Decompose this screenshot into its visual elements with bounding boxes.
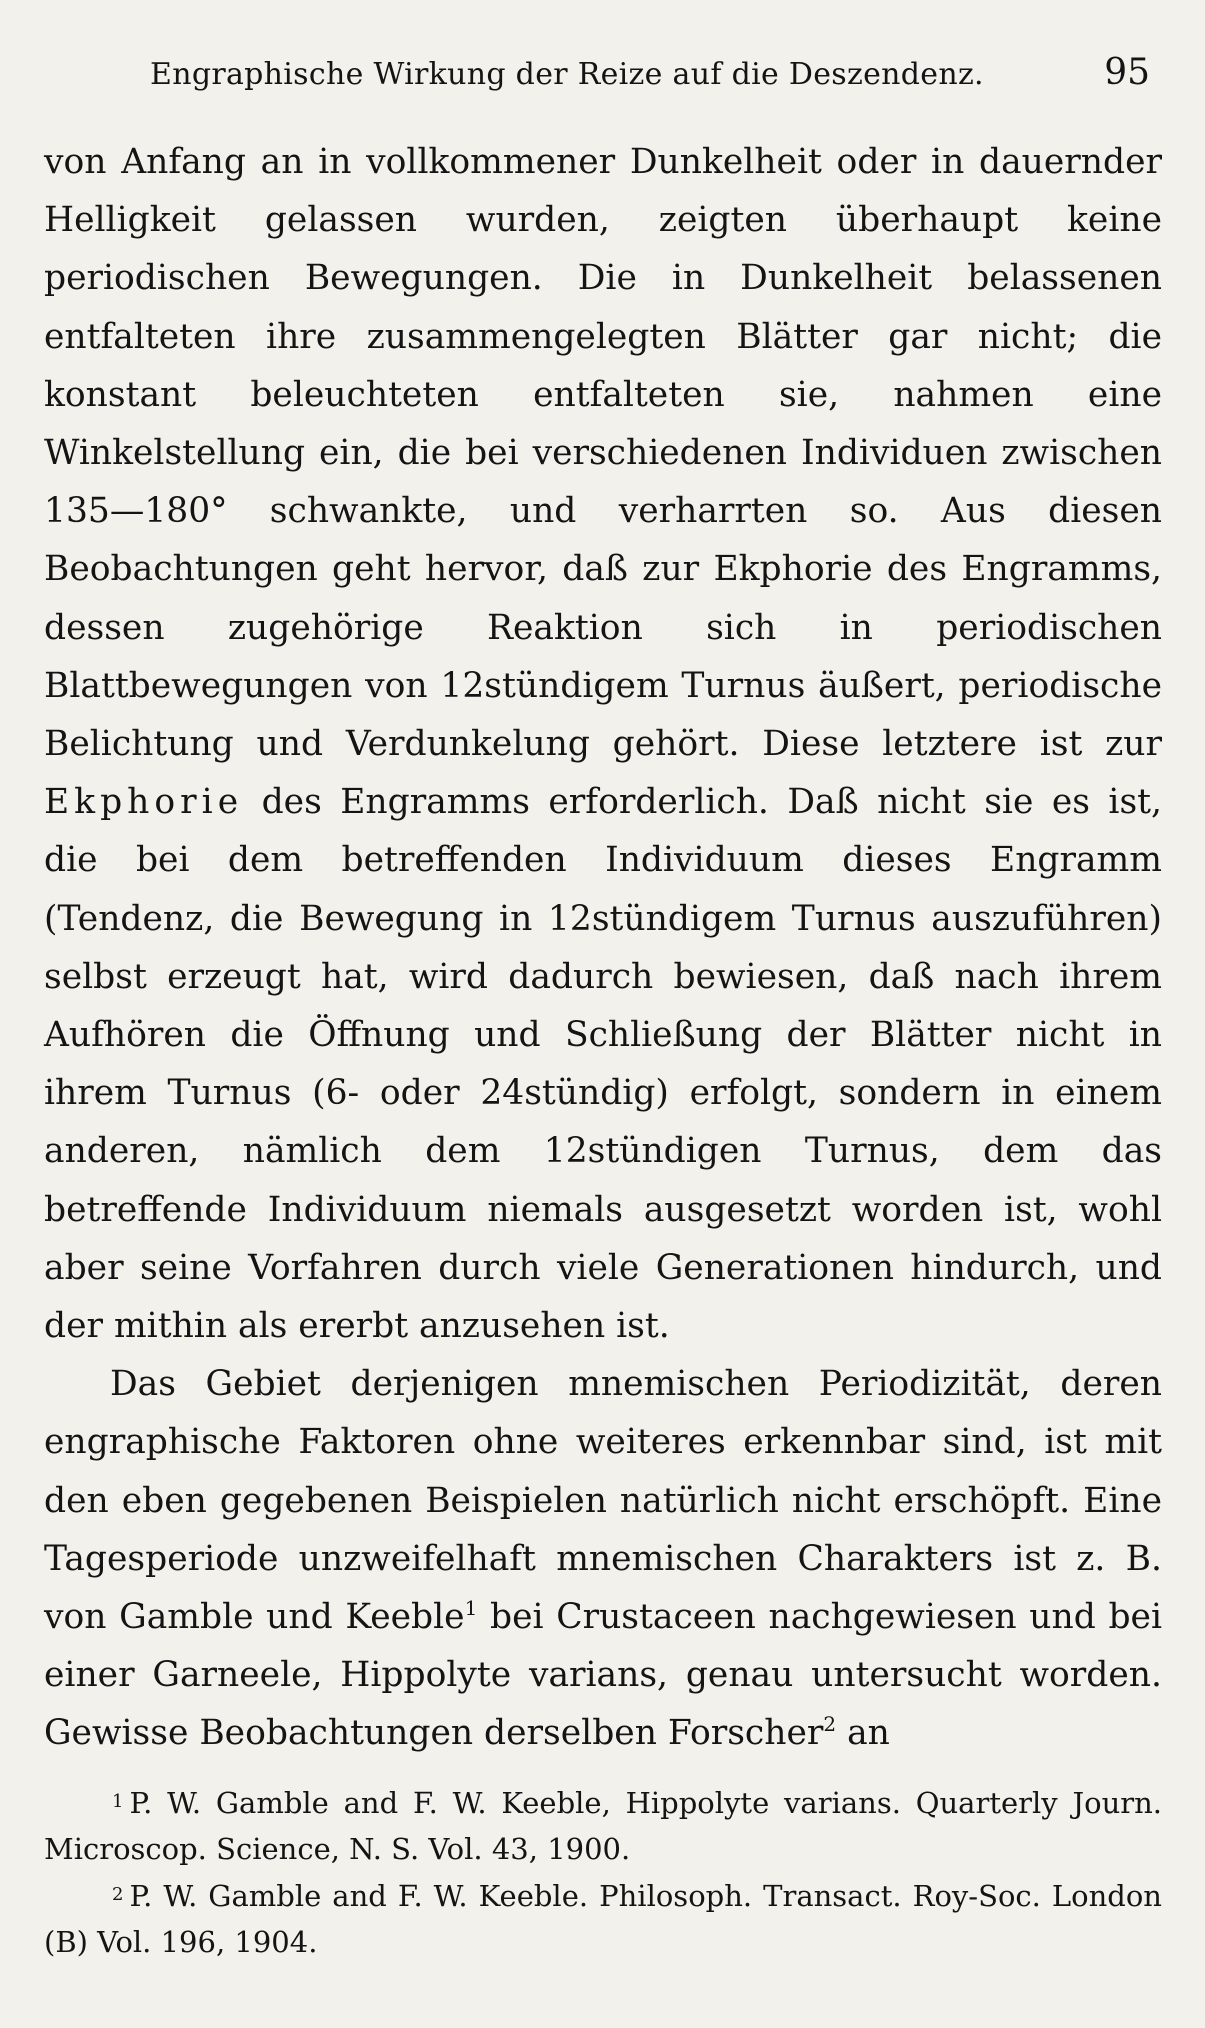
- paragraph-2-part-a: Das Gebiet derjenigen mnemischen Periodizität, deren engraphische Faktoren ohne weiteres erkennbar sind, ist mit den eben gegebenen Beispielen natürlich nicht erschöpft. Eine Tagesperiode unzweifelhaft mnemischen Charakters ist z. B. von Gamble und Keeble: [44, 1364, 1162, 1638]
- footnote-mark-1: 1: [112, 1790, 124, 1812]
- footnote-ref-2[interactable]: 2: [823, 1712, 837, 1737]
- paragraph-2-part-b: bei Crustaceen nachgewiesen und bei einer Garneele, Hippolyte varians, genau untersucht worden. Gewisse Beobachtungen derselben Forscher: [44, 1597, 1163, 1754]
- footnotes: [44, 1779, 1162, 1965]
- body-text: [44, 133, 1162, 1965]
- running-header: [150, 52, 1150, 93]
- paragraph-2-part-c: an: [847, 1713, 890, 1754]
- footnote-text-1: P. W. Gamble and F. W. Keeble, Hippolyte varians. Quarterly Journ. Microscop. Science, N. S. Vol. 43, 1900.: [44, 1785, 1162, 1866]
- paragraph-1: [44, 133, 1162, 1355]
- page-number: 95: [1104, 52, 1150, 93]
- footnote-1: [44, 1779, 1162, 1872]
- footnote-2: [44, 1872, 1162, 1965]
- paragraph-1-part-b: des Engramms erforderlich. Daß nicht sie es ist, die bei dem betreffenden Individuum dieses Engramm (Tendenz, die Bewegung in 12stündigem Turnus auszuführen) selbst erzeugt hat, wird dadurch bewiesen, daß nach ihrem Aufhören die Öffnung und Schließung der Blätter nicht in ihrem Turnus (6- oder 24stündig) erfolgt, sondern in einem anderen, nämlich dem 12stündigen Turnus, dem das betreffende Individuum niemals ausgesetzt worden ist, wohl aber seine Vorfahren durch viele Generationen hindurch, und der mithin als ererbt anzusehen ist.: [44, 782, 1162, 1347]
- paragraph-2: [44, 1355, 1162, 1762]
- paragraph-1-part-a: von Anfang an in vollkommener Dunkelheit oder in dauernder Helligkeit gelassen wurden, zeigten überhaupt keine periodischen Bewegungen. Die in Dunkelheit belassenen entfalteten ihre zusammengelegten Blätter gar nicht; die konstant beleuchteten entfalteten sie, nahmen eine Winkelstellung ein, die bei verschiedenen Individuen zwischen 135—180° schwankte, und verharrten so. Aus diesen Beobachtungen geht hervor, daß zur Ekphorie des Engramms, dessen zugehörige Reaktion sich in periodischen Blattbewegungen von 12stündigem Turnus äußert, periodische Belichtung und Verdunkelung gehört. Diese letztere ist zur: [44, 142, 1162, 765]
- footnote-mark-2: 2: [112, 1883, 124, 1905]
- emphasized-word: Ekphorie: [44, 782, 244, 823]
- running-title: Engraphische Wirkung der Reize auf die Deszendenz.: [150, 57, 984, 92]
- footnote-text-2: P. W. Gamble and F. W. Keeble. Philosoph. Transact. Roy-Soc. London (B) Vol. 196, 1904.: [44, 1878, 1162, 1959]
- footnote-ref-1[interactable]: 1: [464, 1596, 478, 1621]
